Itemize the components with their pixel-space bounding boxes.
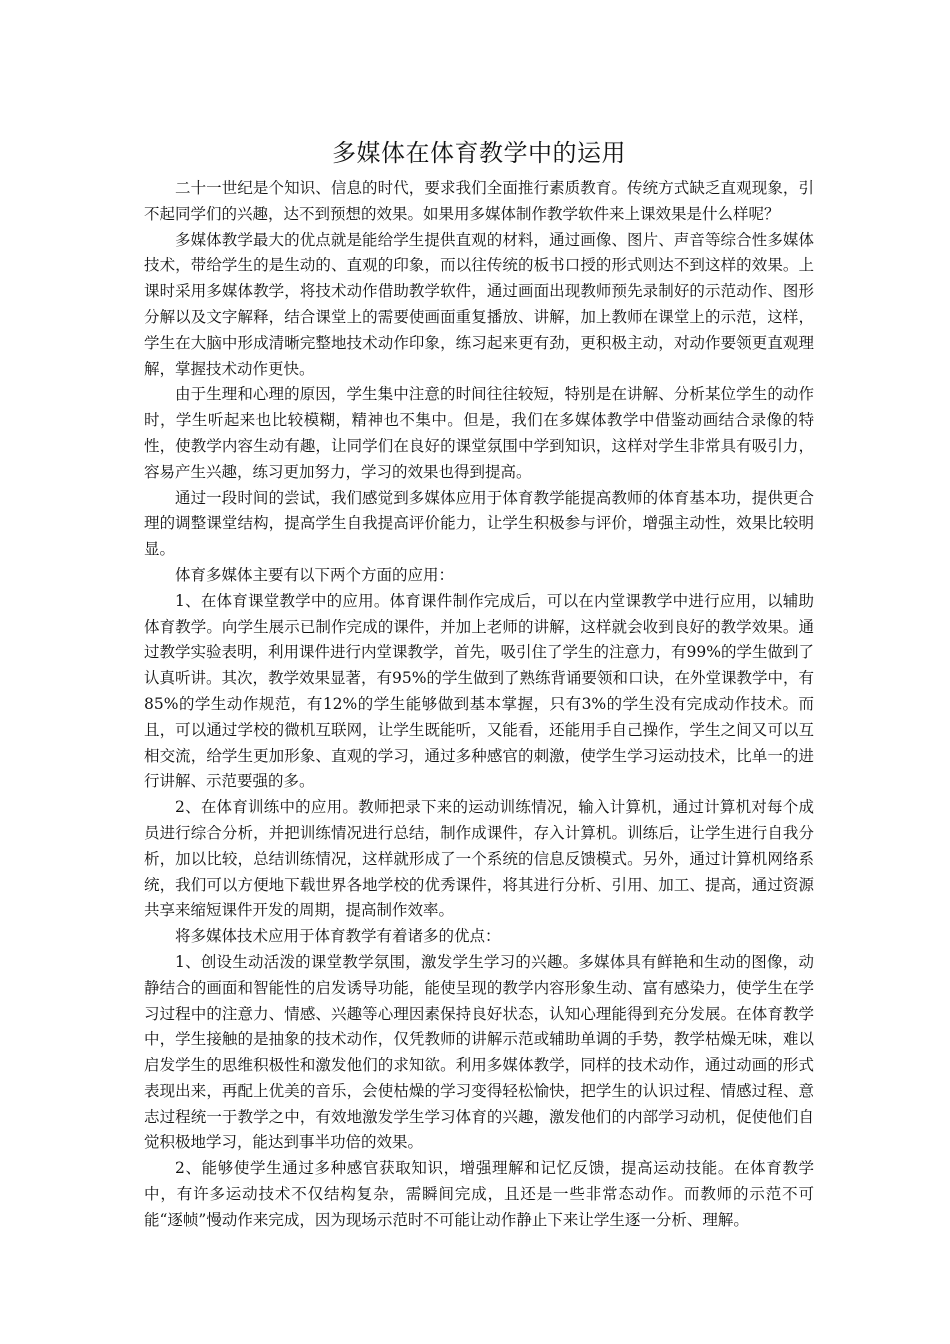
paragraph: 2、在体育训练中的应用。教师把录下来的运动训练情况，输入计算机，通过计算机对每个成员进行综合分析，并把训练情况进行总结，制作成课件，存入计算机。训练后，让学生进行自我分析，加以比较，总结训练情况，这样就形成了一个系统的信息反馈模式。另外，通过计算机网络系统，我们可以方便地下载世界各地学校的优秀课件，将其进行分析、引用、加工、提高，通过资源共享来缩短课件开发的周期，提高制作效率。 [144,798,814,920]
paragraph: 多媒体教学最大的优点就是能给学生提供直观的材料，通过画像、图片、声音等综合性多媒体技术，带给学生的是生动的、直观的印象，而以往传统的板书口授的形式则达不到这样的效果。上课时采用多媒体教学，将技术动作借助教学软件，通过画面出现教师预先录制好的示范动作、图形分解以及文字解释，结合课堂上的需要使画面重复播放、讲解，加上教师在课堂上的示范，这样，学生在大脑中形成清晰完整地技术动作印象，练习起来更有劲，更积极主动，对动作要领更直观理解，掌握技术动作更快。 [144,230,814,378]
document-title: 多媒体在体育教学中的运用 [332,139,626,167]
paragraph: 体育多媒体主要有以下两个方面的应用： [175,565,455,584]
paragraph: 通过一段时间的尝试，我们感觉到多媒体应用于体育教学能提高教师的体育基本功，提供更合理的调整课堂结构，提高学生自我提高评价能力，让学生积极参与评价，增强主动性，效果比较明显。 [144,488,814,559]
paragraph: 二十一世纪是个知识、信息的时代，要求我们全面推行素质教育。传统方式缺乏直观现象，引不起同学们的兴趣，达不到预想的效果。如果用多媒体制作教学软件来上课效果是什么样呢？ [144,179,814,223]
paragraph: 由于生理和心理的原因，学生集中注意的时间往往较短，特别是在讲解、分析某位学生的动作时，学生听起来也比较模糊，精神也不集中。但是，我们在多媒体教学中借鉴动画结合录像的特性，使教学内容生动有趣，让同学们在良好的课堂氛围中学到知识，这样对学生非常具有吸引力，容易产生兴趣，练习更加努力，学习的效果也得到提高。 [144,385,814,481]
paragraph: 1、创设生动活泼的课堂教学氛围，激发学生学习的兴趣。多媒体具有鲜艳和生动的图像，动静结合的画面和智能性的启发诱导功能，能使呈现的教学内容形象生动、富有感染力，使学生在学习过程中的注意力、情感、兴趣等心理因素保持良好状态，认知心理能得到充分发展。在体育教学中，学生接触的是抽象的技术动作，仅凭教师的讲解示范或辅助单调的手势，教学枯燥无味，难以启发学生的思维积极性和激发他们的求知欲。利用多媒体教学，同样的技术动作，通过动画的形式表现出来，再配上优美的音乐，会使枯燥的学习变得轻松愉快，把学生的认识过程、情感过程、意志过程统一于教学之中，有效地激发学生学习体育的兴趣，激发他们的内部学习动机，促使他们自觉积极地学习，能达到事半功倍的效果。 [144,952,814,1152]
paragraph: 2、能够使学生通过多种感官获取知识，增强理解和记忆反馈，提高运动技能。在体育教学中，有许多运动技术不仅结构复杂，需瞬间完成，且还是一些非常态动作。而教师的示范不可能“逐帧”慢动作来完成，因为现场示范时不可能让动作静止下来让学生逐一分析、理解。 [144,1159,814,1229]
paragraph: 将多媒体技术应用于体育教学有着诸多的优点： [175,927,501,946]
document-page [144,136,814,1234]
paragraph: 1、在体育课堂教学中的应用。体育课件制作完成后，可以在内堂课教学中进行应用，以辅助体育教学。向学生展示已制作完成的课件，并加上老师的讲解，这样就会收到良好的教学效果。通过教学实验表明，利用课件进行内堂课教学，首先，吸引住了学生的注意力，有99%的学生做到了认真听讲。其次，教学效果显著，有95%的学生做到了熟练背诵要领和口诀，在外堂课教学中，有85%的学生动作规范，有12%的学生能够做到基本掌握，只有3%的学生没有完成动作技术。而且，可以通过学校的微机互联网，让学生既能听，又能看，还能用手自己操作，学生之间又可以互相交流，给学生更加形象、直观的学习，通过多种感官的刺激，使学生学习运动技术，比单一的进行讲解、示范要强的多。 [144,591,814,791]
